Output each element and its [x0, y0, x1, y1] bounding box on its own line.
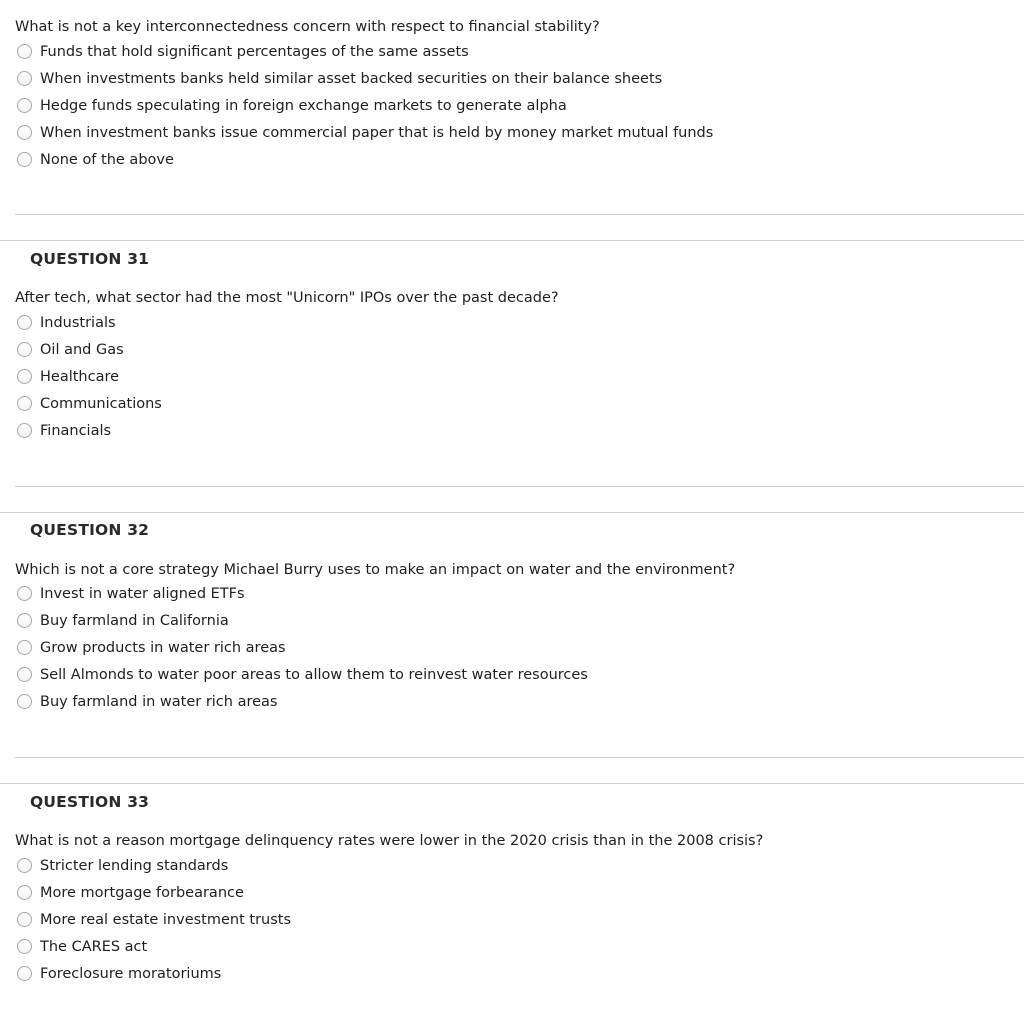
answer-option[interactable]	[17, 879, 291, 906]
answer-label[interactable]: None of the above	[40, 151, 174, 168]
radio-button[interactable]	[17, 586, 32, 601]
answer-label[interactable]: Industrials	[40, 314, 116, 331]
question-text: What is not a key interconnectedness concern with respect to financial stability?	[15, 19, 600, 35]
answer-label[interactable]: When investment banks issue commercial paper that is held by money market mutual funds	[40, 124, 714, 141]
answer-option[interactable]	[17, 309, 162, 336]
answer-option[interactable]	[17, 363, 162, 390]
section-divider	[0, 240, 1024, 241]
question-text: After tech, what sector had the most "Unicorn" IPOs over the past decade?	[15, 290, 559, 306]
question-heading: QUESTION 33	[30, 793, 150, 811]
answer-label[interactable]: More mortgage forbearance	[40, 884, 244, 901]
question-text: Which is not a core strategy Michael Burry uses to make an impact on water and the environment?	[15, 562, 736, 578]
radio-button[interactable]	[17, 694, 32, 709]
radio-button[interactable]	[17, 315, 32, 330]
radio-button[interactable]	[17, 98, 32, 113]
answer-option[interactable]	[17, 38, 713, 65]
answer-option[interactable]	[17, 688, 588, 715]
radio-button[interactable]	[17, 885, 32, 900]
answer-label[interactable]: When investments banks held similar asset backed securities on their balance sheets	[40, 70, 663, 87]
answer-option[interactable]	[17, 580, 588, 607]
answer-label[interactable]: Communications	[40, 395, 162, 412]
answer-option[interactable]	[17, 852, 291, 879]
answer-option[interactable]	[17, 92, 713, 119]
answer-label[interactable]: Buy farmland in California	[40, 612, 229, 629]
question-heading: QUESTION 31	[30, 250, 150, 268]
answer-label[interactable]: Grow products in water rich areas	[40, 639, 286, 656]
answer-label[interactable]: Foreclosure moratoriums	[40, 965, 222, 982]
answer-option[interactable]	[17, 65, 713, 92]
radio-button[interactable]	[17, 667, 32, 682]
answer-label[interactable]: Stricter lending standards	[40, 857, 229, 874]
answer-option[interactable]	[17, 933, 291, 960]
answer-label[interactable]: Healthcare	[40, 368, 120, 385]
radio-button[interactable]	[17, 152, 32, 167]
answer-label[interactable]: The CARES act	[40, 938, 148, 955]
answer-options	[17, 580, 588, 715]
answer-label[interactable]: Funds that hold significant percentages of the same assets	[40, 43, 469, 60]
answer-label[interactable]: Oil and Gas	[40, 341, 124, 358]
answer-option[interactable]	[17, 417, 162, 444]
answer-options	[17, 38, 713, 173]
answer-option[interactable]	[17, 906, 291, 933]
answer-options	[17, 852, 291, 987]
radio-button[interactable]	[17, 966, 32, 981]
answer-label[interactable]: Hedge funds speculating in foreign exchange markets to generate alpha	[40, 97, 567, 114]
section-divider	[15, 486, 1024, 487]
radio-button[interactable]	[17, 939, 32, 954]
answer-option[interactable]	[17, 607, 588, 634]
answer-label[interactable]: Sell Almonds to water poor areas to allow them to reinvest water resources	[40, 666, 588, 683]
answer-option[interactable]	[17, 960, 291, 987]
question-text: What is not a reason mortgage delinquency rates were lower in the 2020 crisis than in the 2008 crisis?	[15, 833, 764, 849]
radio-button[interactable]	[17, 858, 32, 873]
radio-button[interactable]	[17, 71, 32, 86]
section-divider	[15, 757, 1024, 758]
answer-option[interactable]	[17, 661, 588, 688]
answer-option[interactable]	[17, 336, 162, 363]
answer-option[interactable]	[17, 390, 162, 417]
section-divider	[0, 783, 1024, 784]
answer-options	[17, 309, 162, 444]
radio-button[interactable]	[17, 125, 32, 140]
radio-button[interactable]	[17, 396, 32, 411]
answer-option[interactable]	[17, 146, 713, 173]
radio-button[interactable]	[17, 613, 32, 628]
answer-label[interactable]: Buy farmland in water rich areas	[40, 693, 278, 710]
answer-label[interactable]: Invest in water aligned ETFs	[40, 585, 245, 602]
radio-button[interactable]	[17, 640, 32, 655]
answer-option[interactable]	[17, 634, 588, 661]
radio-button[interactable]	[17, 342, 32, 357]
section-divider	[0, 512, 1024, 513]
radio-button[interactable]	[17, 912, 32, 927]
radio-button[interactable]	[17, 44, 32, 59]
answer-label[interactable]: Financials	[40, 422, 112, 439]
radio-button[interactable]	[17, 423, 32, 438]
answer-option[interactable]	[17, 119, 713, 146]
question-heading: QUESTION 32	[30, 521, 150, 539]
section-divider	[15, 214, 1024, 215]
answer-label[interactable]: More real estate investment trusts	[40, 911, 292, 928]
radio-button[interactable]	[17, 369, 32, 384]
